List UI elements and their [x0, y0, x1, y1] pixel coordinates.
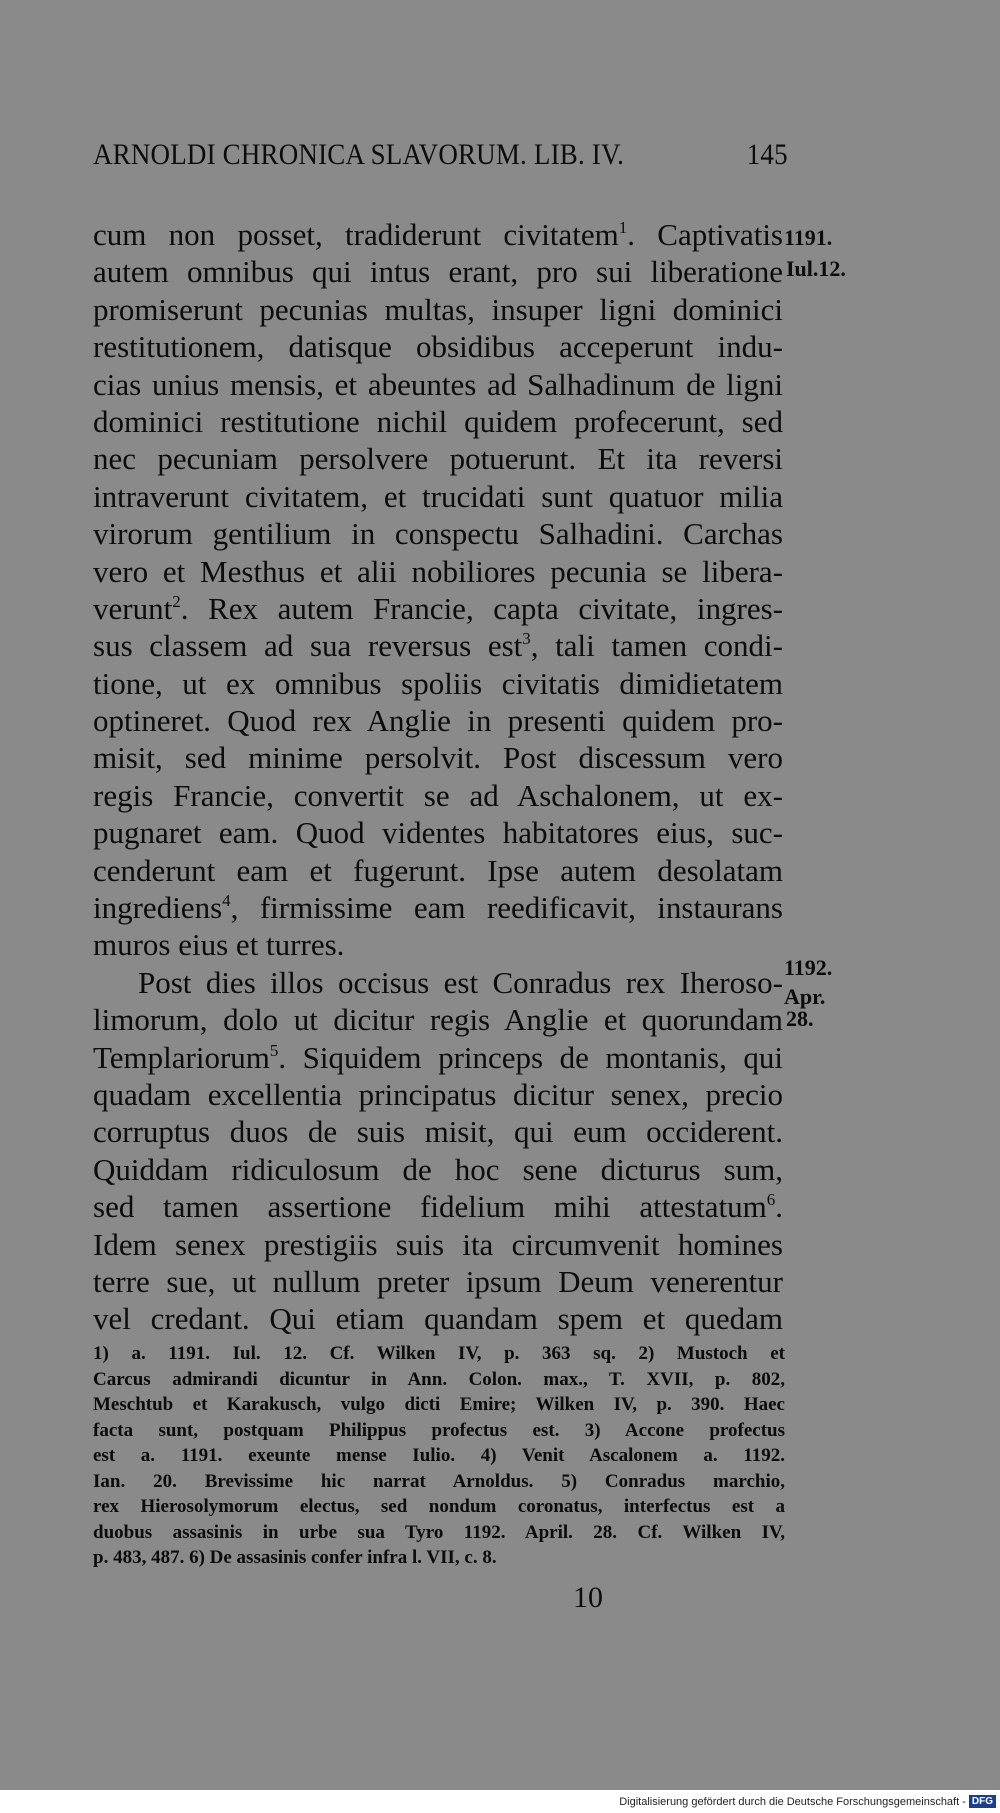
footnote-line: rex Hierosolymorum electus, sed nondum coronatus, interfectus est a — [93, 1496, 785, 1517]
text-line: sed tamen assertione fidelium mihi attestatum$^6$. — [93, 1189, 783, 1225]
margin-date-apr: Apr. — [784, 984, 826, 1009]
text-line: virorum gentilium in conspectu Salhadini. Carchas — [93, 516, 783, 552]
text-line: verunt$^2$. Rex autem Francie, capta civitate, ingres- — [93, 590, 783, 626]
text-line: ingrediens$^4$, firmissime eam reedificavit, instaurans — [93, 890, 783, 926]
running-header — [93, 138, 788, 172]
text-line: dominici restitutione nichil quidem profecerunt, sed — [93, 403, 783, 439]
text-line: cenderunt eam et fugerunt. Ipse autem desolatam — [93, 852, 783, 888]
text-line: muros eius et turres. — [93, 927, 345, 963]
text-line: autem omnibus qui intus erant, pro sui liberatione — [93, 254, 783, 290]
footnote-line: Meschtub et Karakusch, vulgo dicti Emire; Wilken IV, p. 390. Haec — [93, 1394, 785, 1415]
main-text — [93, 216, 783, 1338]
header-page-number: 145 — [746, 138, 788, 171]
text-line: optineret. Quod rex Anglie in presenti quidem pro- — [93, 703, 783, 739]
text-line: Post dies illos occisus est Conradus rex Iheroso- — [138, 964, 783, 1000]
footnote-line: est a. 1191. exeunte mense Iulio. 4) Venit Ascalonem a. 1192. — [93, 1445, 785, 1466]
text-line: quadam excellentia principatus dicitur senex, precio — [93, 1076, 783, 1112]
text-line: sus classem ad sua reversus est$^3$, tali tamen condi- — [93, 628, 783, 664]
text-line: nec pecuniam persolvere potuerunt. Et ita reversi — [93, 441, 783, 477]
text-line: Idem senex prestigiis suis ita circumvenit homines — [93, 1226, 783, 1262]
text-line: terre sue, ut nullum preter ipsum Deum venerentur — [93, 1263, 783, 1299]
signature-mark: 10 — [573, 1581, 603, 1614]
text-line: restitutionem, datisque obsidibus acceperunt indu- — [93, 329, 783, 365]
text-line: pugnaret eam. Quod videntes habitatores eius, suc- — [93, 815, 783, 851]
footnote-line: 1) a. 1191. Iul. 12. Cf. Wilken IV, p. 363 sq. 2) Mustoch et — [93, 1343, 785, 1364]
digitization-credit-bar — [0, 1790, 1000, 1813]
text-line: regis Francie, convertit se ad Aschalonem, ut ex- — [93, 777, 783, 813]
footnote-line: Ian. 20. Brevissime hic narrat Arnoldus. 5) Conradus marchio, — [93, 1470, 785, 1492]
text-line: corruptus duos de suis misit, qui eum occiderent. — [93, 1114, 783, 1150]
header-title: ARNOLDI CHRONICA SLAVORUM. LIB. IV. — [93, 138, 625, 171]
margin-date-28: 28. — [786, 1006, 814, 1031]
footnotes — [93, 1341, 785, 1571]
text-line: Templariorum$^5$. Siquidem princeps de montanis, qui — [93, 1039, 783, 1075]
footnote-line: facta sunt, postquam Philippus profectus est. 3) Accone profectus — [93, 1419, 785, 1441]
footnote-line: duobus assasinis in urbe sua Tyro 1192. April. 28. Cf. Wilken IV, — [93, 1521, 785, 1543]
margin-year-1192: 1192. — [784, 955, 833, 980]
text-line: promiserunt pecunias multas, insuper ligni dominici — [93, 291, 783, 327]
text-line: tione, ut ex omnibus spoliis civitatis dimidietatem — [93, 665, 783, 701]
credit-text: Digitalisierung gefördert durch die Deutsche Forschungsgemeinschaft - — [619, 1795, 966, 1808]
text-line: Quiddam ridiculosum de hoc sene dicturus sum, — [93, 1151, 783, 1187]
dfg-logo-icon: DFG — [969, 1795, 996, 1808]
footnote-line: Carcus admirandi dicuntur in Ann. Colon. max., T. XVII, p. 802, — [93, 1368, 785, 1390]
footnote-line: p. 483, 487. 6) De assasinis confer infra l. VII, c. 8. — [93, 1547, 497, 1568]
margin-date-iul12: Iul.12. — [786, 256, 846, 281]
margin-year-1191: 1191. — [784, 225, 833, 250]
text-line: cum non posset, tradiderunt civitatem$^1$. Captivatis — [93, 217, 783, 252]
text-line: misit, sed minime persolvit. Post discessum vero — [93, 740, 783, 776]
text-line: intraverunt civitatem, et trucidati sunt quatuor milia — [93, 478, 783, 514]
text-line: limorum, dolo ut dicitur regis Anglie et quorundam — [93, 1002, 783, 1038]
text-line: cias unius mensis, et abeuntes ad Salhadinum de ligni — [93, 366, 783, 402]
text-line: vero et Mesthus et alii nobiliores pecunia se libera- — [93, 553, 783, 589]
text-line: vel credant. Qui etiam quandam spem et quedam — [93, 1301, 783, 1337]
